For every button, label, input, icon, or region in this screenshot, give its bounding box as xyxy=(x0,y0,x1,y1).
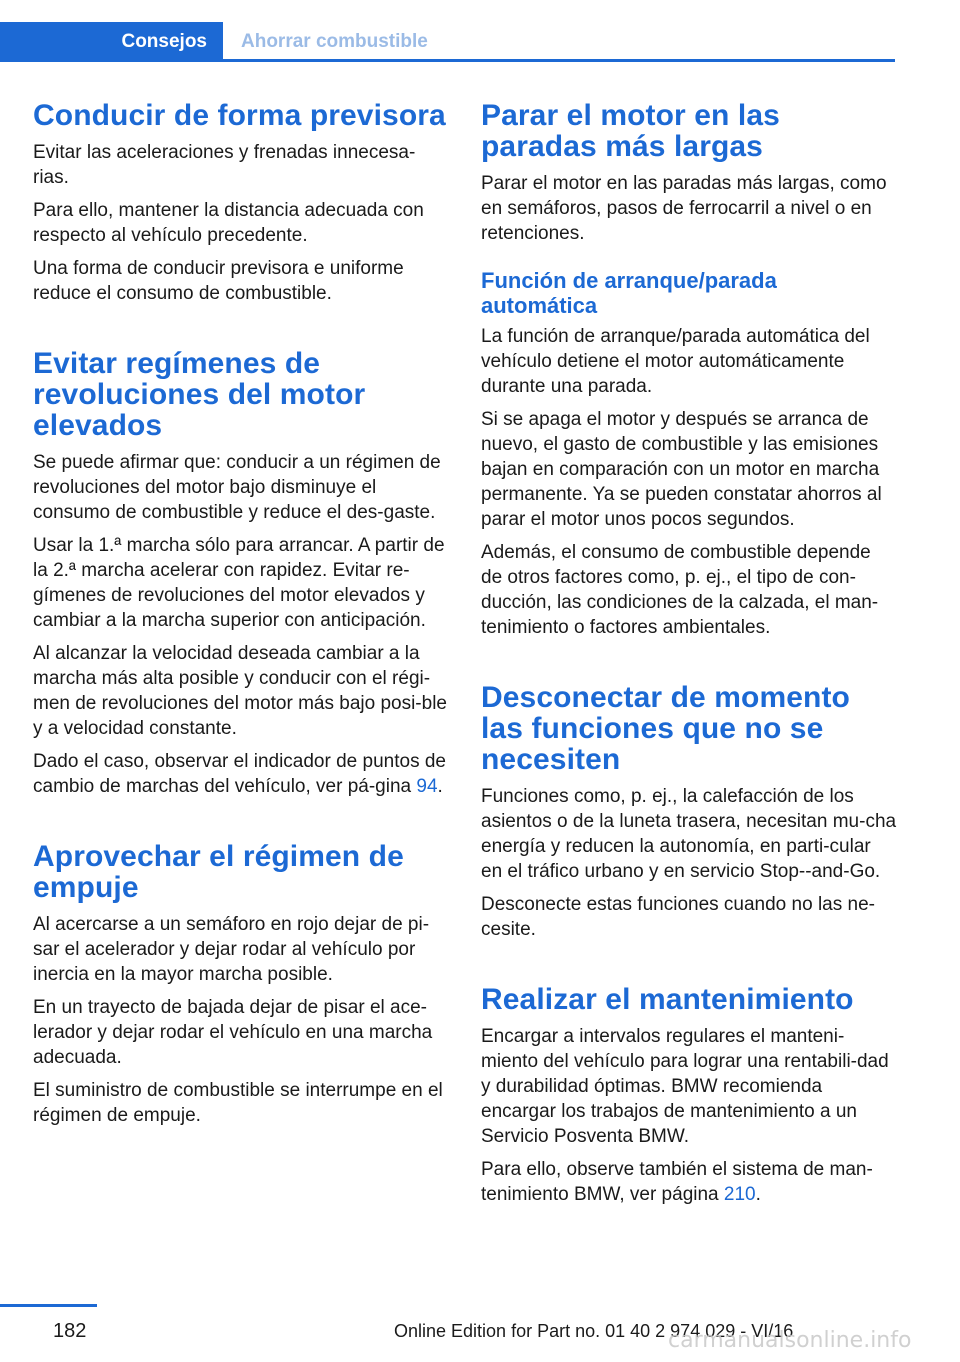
paragraph: En un trayecto de bajada dejar de pisar el ace-lerador y dejar rodar el vehículo en una marcha adecuada. xyxy=(33,997,433,1068)
page-link-94[interactable]: 94 xyxy=(416,776,438,797)
paragraph xyxy=(481,1157,897,1207)
paragraph: Una forma de conducir previsora e uniforme reduce el consumo de combustible. xyxy=(33,258,404,304)
page-header xyxy=(0,22,895,62)
page-number-rule xyxy=(0,1304,97,1307)
footer-edition: Online Edition for Part no. 01 40 2 974 029 - VI/16 xyxy=(394,1321,794,1341)
paragraph: Al acercarse a un semáforo en rojo dejar de pi-sar el acelerador y dejar rodar al vehículo por inercia en la mayor marcha posible. xyxy=(33,914,430,985)
paragraph: Desconecte estas funciones cuando no las ne-cesite. xyxy=(481,894,875,940)
paragraph xyxy=(33,749,448,799)
paragraph: El suministro de combustible se interrumpe en el régimen de empuje. xyxy=(33,1080,443,1126)
paragraph-text: Para ello, observe también el sistema de man-tenimiento BMW, ver página xyxy=(481,1159,873,1205)
header-rule xyxy=(223,59,895,62)
subsection-title-arranque-parada: Función de arranque/parada automática xyxy=(481,268,777,318)
paragraph: Se puede afirmar que: conducir a un régimen de revoluciones del motor bajo disminuye el consumo de combustible y reduce el des-gaste. xyxy=(33,452,441,523)
paragraph: Evitar las aceleraciones y frenadas innecesa-rias. xyxy=(33,142,416,188)
paragraph: Para ello, mantener la distancia adecuada con respecto al vehículo precedente. xyxy=(33,200,424,246)
paragraph: Usar la 1.ª marcha sólo para arrancar. A partir de la 2.ª marcha acelerar con rapidez. Evitar re-gímenes de revoluciones del motor elevados y cambiar a la marcha superior con anticipación. xyxy=(33,535,445,631)
paragraph: Funciones como, p. ej., la calefacción de los asientos o de la luneta trasera, necesitan mu-cha energía y reducen la autonomía, en parti-cular en el tráfico urbano y en servicio Stop--and-Go. xyxy=(481,786,897,882)
watermark: carmanualsonline.info xyxy=(668,1328,912,1353)
section-title-regimen-empuje: Aprovechar el régimen de empuje xyxy=(33,840,404,904)
paragraph: Encargar a intervalos regulares el manteni-miento del vehículo para lograr una rentabili-dad y durabilidad óptimas. BMW recomienda encargar los trabajos de mantenimiento a un Servicio Posventa BMW. xyxy=(481,1026,889,1147)
section-title-evitar-regimenes: Evitar regímenes de revoluciones del motor elevados xyxy=(33,347,366,442)
paragraph: Al alcanzar la velocidad deseada cambiar a la marcha más alta posible y conducir con el régi-men de revoluciones del motor más bajo posi-ble y a velocidad constante. xyxy=(33,643,447,739)
section-title-parar-motor: Parar el motor en las paradas más largas xyxy=(481,99,780,163)
paragraph-text: Dado el caso, observar el indicador de puntos de cambio de marchas del vehículo, ver pá-gina xyxy=(33,751,446,797)
section-title-mantenimiento: Realizar el mantenimiento xyxy=(481,983,854,1016)
page-number: 182 xyxy=(53,1320,87,1342)
paragraph: Si se apaga el motor y después se arranca de nuevo, el gasto de combustible y las emisiones bajan en comparación con un motor en marcha permanente. Ya se pueden constatar ahorros al parar el motor unos pocos segundos. xyxy=(481,409,882,530)
section-title-conducir: Conducir de forma previsora xyxy=(33,99,446,132)
section-title-desconectar-funciones: Desconectar de momento las funciones que no se necesiten xyxy=(481,681,850,776)
paragraph: La función de arranque/parada automática del vehículo detiene el motor automáticamente durante una parada. xyxy=(481,326,870,397)
right-column xyxy=(481,100,897,1215)
paragraph: Parar el motor en las paradas más largas, como en semáforos, pasos de ferrocarril a nivel o en retenciones. xyxy=(481,173,887,244)
tab-ahorrar-combustible[interactable]: Ahorrar combustible xyxy=(241,31,428,52)
paragraph-text: . xyxy=(755,1184,761,1205)
paragraph-text: . xyxy=(437,776,443,797)
page-link-210[interactable]: 210 xyxy=(723,1184,756,1205)
paragraph: Además, el consumo de combustible depende de otros factores como, p. ej., el tipo de con-ducción, las condiciones de la calzada, el man-tenimiento o factores ambientales. xyxy=(481,542,879,638)
tab-consejos[interactable]: Consejos xyxy=(0,22,223,62)
left-column xyxy=(33,100,448,1136)
